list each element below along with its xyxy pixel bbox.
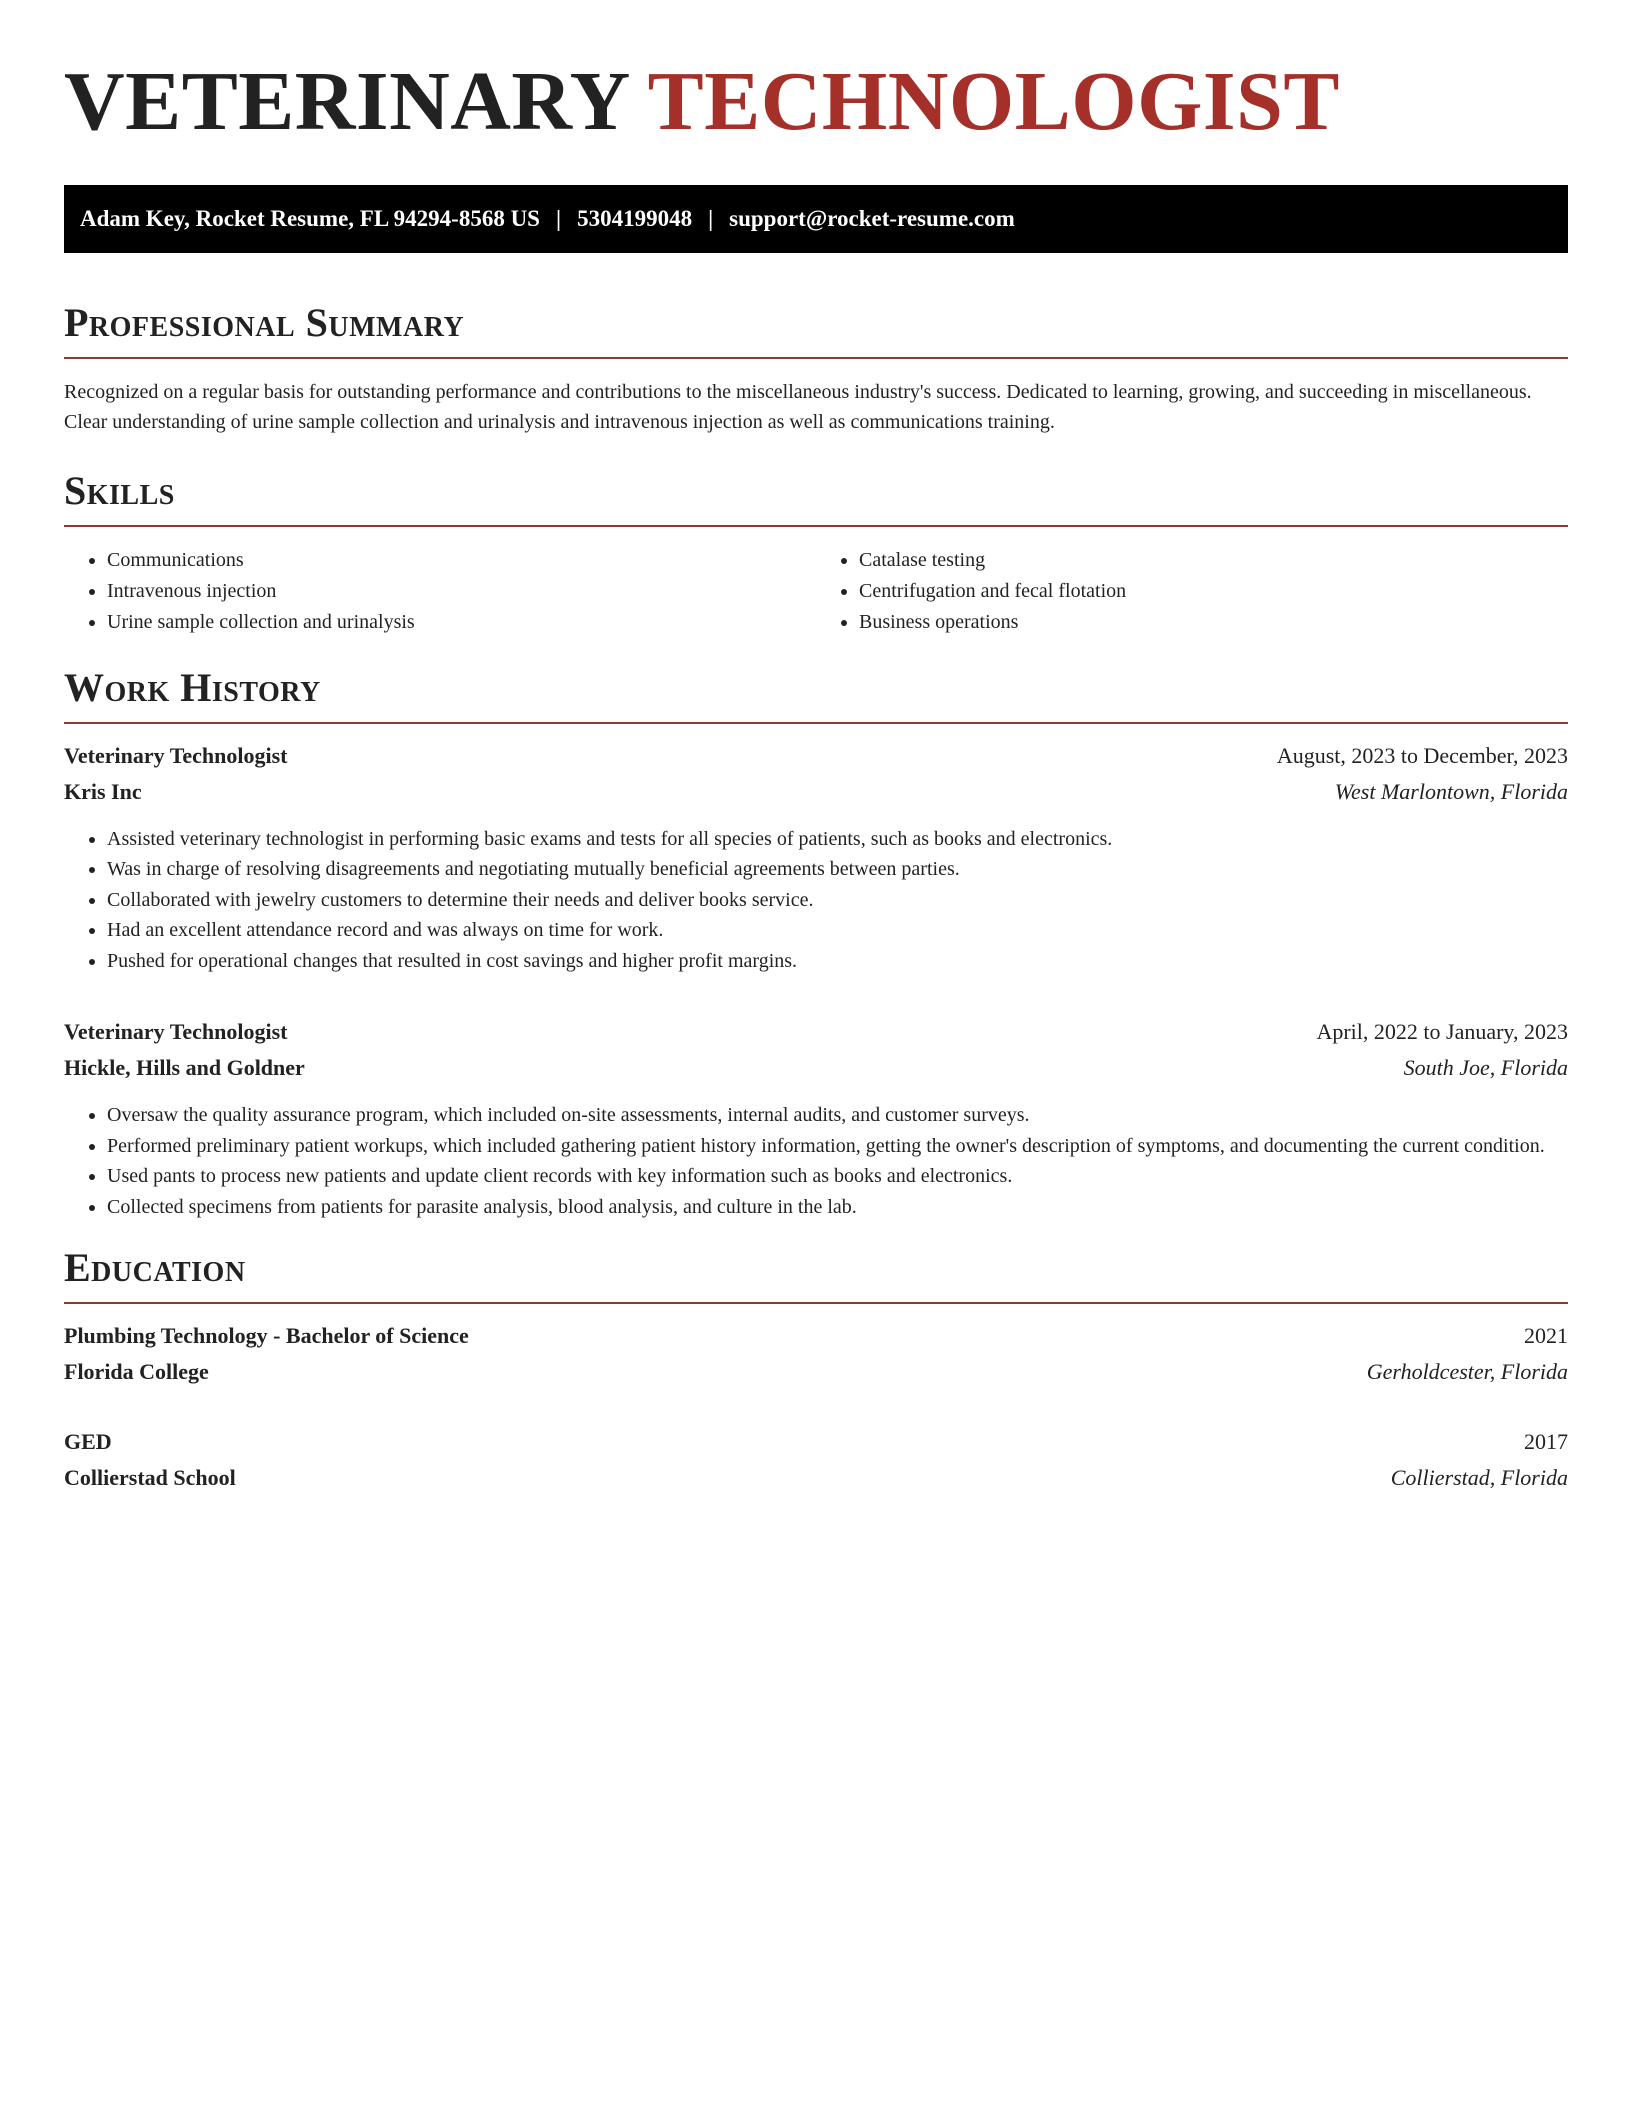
job-company-row: [64, 774, 1568, 810]
section-title-work: Work History: [64, 664, 1568, 724]
job-bullet: • Collected specimens from patients for parasite analysis, blood analysis, and culture in the lab.: [107, 1192, 1568, 1223]
skills-list-left: [64, 545, 816, 638]
job-company: Kris Inc: [64, 778, 142, 804]
job-bullet: • Was in charge of resolving disagreements and negotiating mutually beneficial agreements between parties.: [107, 854, 1568, 885]
job-header-row: [64, 738, 1568, 774]
education-school: Florida College: [64, 1359, 209, 1385]
education-school-row: [64, 1354, 1568, 1390]
skill-item: • Communications: [107, 545, 816, 576]
education-location: Gerholdcester, Florida: [1366, 1359, 1568, 1385]
job-bullet: • Assisted veterinary technologist in performing basic exams and tests for all species of patients, such as books and electronics.: [107, 824, 1568, 855]
job-role: Veterinary Technologist: [64, 742, 288, 768]
education-school: Collierstad School: [64, 1465, 236, 1491]
skills-section: [64, 467, 1568, 638]
title-word-2: TECHNOLOGIST: [647, 55, 1340, 148]
job-bullet: • Oversaw the quality assurance program, which included on-site assessments, internal audits, and customer surveys.: [107, 1100, 1568, 1131]
education-location: Collierstad, Florida: [1390, 1465, 1568, 1491]
contact-separator: |: [555, 205, 562, 231]
education-school-row: [64, 1460, 1568, 1496]
job-company-row: [64, 1050, 1568, 1086]
summary-text: Recognized on a regular basis for outstanding performance and contributions to the miscellaneous industry's success. Dedicated to learning, growing, and succeeding in miscellaneous. Clear understanding of urine sample collection and urinalysis and intravenous injection as well as communications training.: [64, 380, 1532, 433]
resume-title: [64, 0, 1568, 153]
job-bullet: • Collaborated with jewelry customers to determine their needs and deliver books service.: [107, 885, 1568, 916]
contact-bar: [64, 185, 1568, 253]
section-title-skills: Skills: [64, 467, 1568, 527]
contact-separator: |: [708, 205, 714, 231]
job-bullets: [64, 824, 1568, 977]
skill-item: • Intravenous injection: [107, 576, 816, 607]
education-entry: [64, 1318, 1568, 1390]
job-entry: [64, 738, 1568, 977]
skill-item: • Centrifugation and fecal flotation: [859, 576, 1568, 607]
education-degree-row: [64, 1318, 1568, 1354]
skills-list-right: [816, 545, 1568, 638]
job-dates: August, 2023 to December, 2023: [1276, 742, 1568, 768]
job-location: West Marlontown, Florida: [1334, 778, 1568, 804]
education-year: 2017: [1524, 1429, 1568, 1455]
job-bullet: • Pushed for operational changes that resulted in cost savings and higher profit margins.: [107, 946, 1568, 977]
job-header-row: [64, 1014, 1568, 1050]
section-title-summary: Professional Summary: [64, 299, 1568, 359]
section-title-education: Education: [64, 1244, 1568, 1304]
skill-item: • Catalase testing: [859, 545, 1568, 576]
job-bullet: • Had an excellent attendance record and was always on time for work.: [107, 915, 1568, 946]
job-bullets: [64, 1100, 1568, 1222]
skill-item: • Urine sample collection and urinalysis: [107, 607, 816, 638]
education-degree: Plumbing Technology - Bachelor of Science: [64, 1323, 469, 1349]
job-role: Veterinary Technologist: [64, 1019, 288, 1045]
contact-email: support@rocket-resume.com: [729, 205, 1015, 231]
job-entry: [64, 1014, 1568, 1222]
education-degree-row: [64, 1424, 1568, 1460]
contact-phone: 5304199048: [577, 205, 693, 231]
job-bullet: • Used pants to process new patients and update client records with key information such as books and electronics.: [107, 1161, 1568, 1192]
education-section: [64, 1244, 1568, 1496]
job-location: South Joe, Florida: [1403, 1055, 1568, 1081]
job-company: Hickle, Hills and Goldner: [64, 1055, 305, 1081]
job-dates: April, 2022 to January, 2023: [1316, 1019, 1568, 1045]
skill-item: • Business operations: [859, 607, 1568, 638]
title-word-1: VETERINARY: [64, 55, 628, 148]
contact-address: Adam Key, Rocket Resume, FL 94294-8568 US: [80, 205, 540, 231]
skills-grid: [64, 545, 1568, 638]
education-entry: [64, 1424, 1568, 1496]
education-degree: GED: [64, 1429, 112, 1455]
job-bullet: • Performed preliminary patient workups, which included gathering patient history information, getting the owner's description of symptoms, and documenting the current condition.: [107, 1131, 1568, 1162]
education-year: 2021: [1524, 1323, 1568, 1349]
professional-summary-section: [64, 299, 1568, 437]
work-history-section: [64, 664, 1568, 1223]
